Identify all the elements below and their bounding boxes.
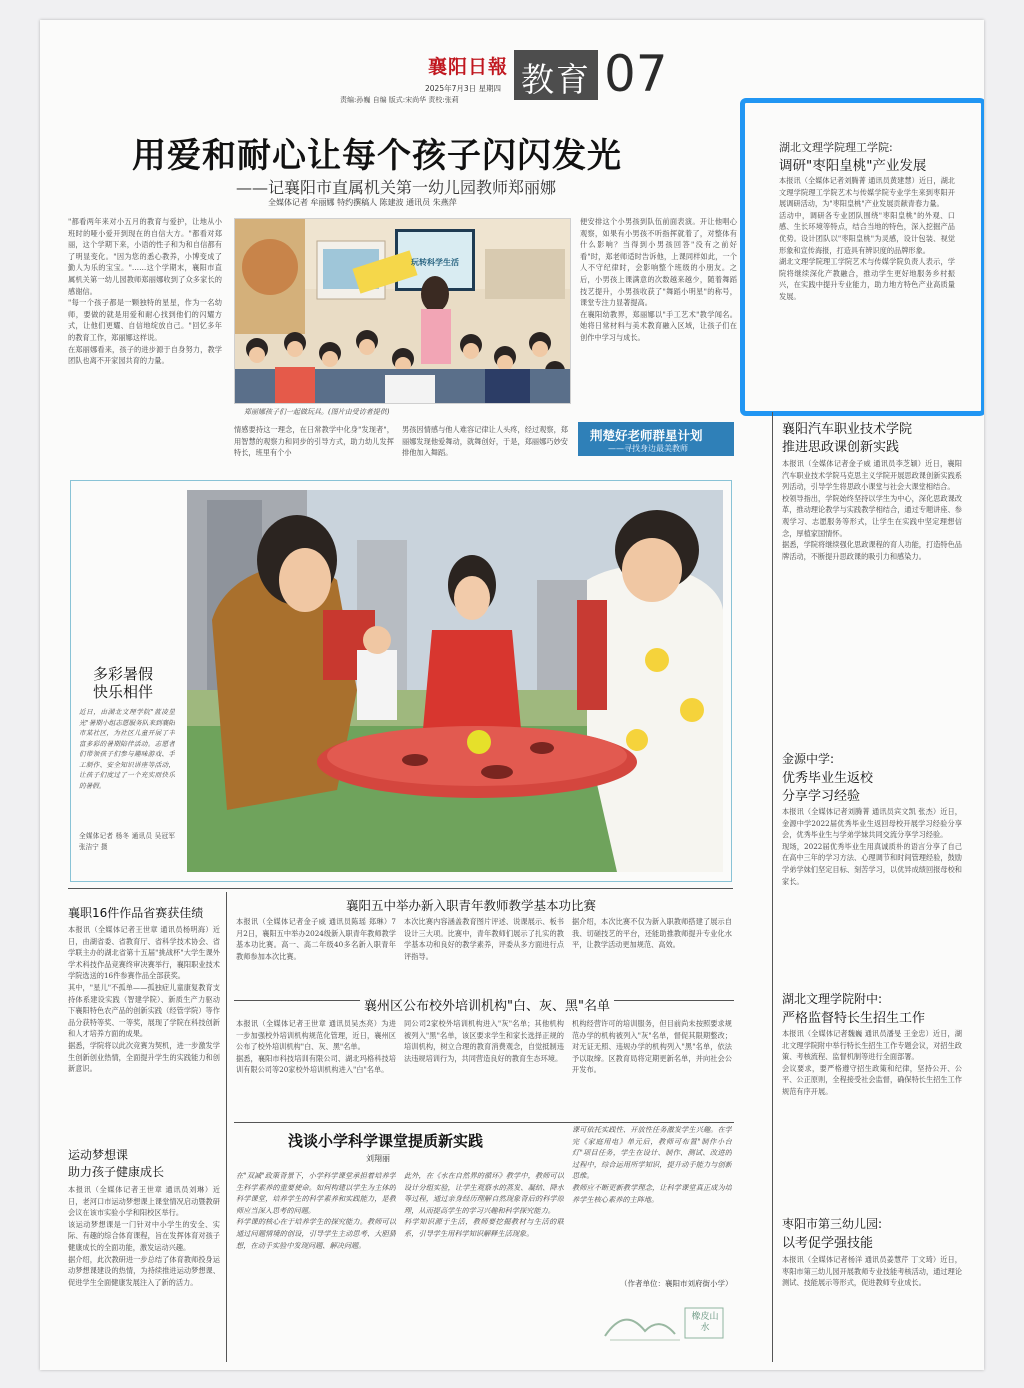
article-5-col-1: 在"双减"政策背景下，小学科学课堂承担着培养学生科学素养的重要使命。如何构建以学生为主体的科学课堂，培养学生的科学素养和实践能力，是教师应当深入思考的问题。 科学课的核心在于培养学生的探究能力。教师可以通过问题情境的创设，引导学生主动思考、大胆猜想，在动手实验中发现问题、解决问题。 <box>236 1171 396 1250</box>
photo-feature-credit: 全媒体记者 杨冬 通讯员 吴冠军 张洁宁 摄 <box>79 832 175 851</box>
article-2-headline-2: 助力孩子健康成长 <box>68 1165 165 1179</box>
classroom-scene-image <box>235 219 570 403</box>
article-1-headline: 襄职16件作品省赛获佳绩 <box>68 906 204 920</box>
decorative-stamp <box>600 1296 730 1346</box>
sidebar-top-body: 本报讯（全媒体记者刘腾菁 通讯员黄建慧）近日，湖北文理学院理工学院艺术与传媒学院专业学生来到枣阳开展调研活动，为"枣阳皇桃"产业发展贡献青春力量。 活动中，调研各专业团队围绕"枣阳皇桃"的外观、口感、生长环境等特点，结合当地的特色，深入挖掘产品优势。设计团队以"枣阳皇桃"为灵感，设计包装、视觉形象和宣传海报，打造具有辨识度的品牌形象。 湖北文理学院理工学院艺术与传媒学院负责人表示，学院将继续深化产教融合，推动学生更好地服务乡村振兴，在实践中提升专业能力，助力地方特色产业高质量发展。 <box>779 176 955 301</box>
article-4-headline: 襄州区公布校外培训机构"白、灰、黑"名单 <box>360 995 614 1014</box>
sidebar-3-body: 本报讯（全媒体记者刘腾菁 通讯员宾文凯 张杰）近日，金源中学2022届优秀毕业生返回母校开展学习经验分享会，优秀毕业生与学弟学妹共同交流分享学习经验。 现场，2022届优秀毕业生用真诚质朴的语言分享了自己在高中三年的学习方法、心理调节和时间管理经验，鼓励学弟学妹们坚定目标、刻苦学习，以优异成绩回报母校和家长。 <box>782 807 962 886</box>
lead-bottom-col-2: 男孩因情感与他人难容记律让人头疼，经过观察，郑丽娜发现他爱舞动，就舞创好，于是，郑丽娜巧妙安排他加入舞蹈。 <box>402 425 568 458</box>
sidebar-highlight-box <box>740 98 984 416</box>
section-name: 教育 <box>521 60 591 99</box>
article-4-col-1: 本报讯（全媒体记者王世章 通讯员吴杰亮）为进一步加强校外培训机构规范化管理，近日，襄州区公布了校外培训机构"白、灰、黑"名单。 据悉，襄阳市科技培训有限公司、湖北玛格科技培训有限公司等20家校外培训机构进入"白"名单。 <box>236 1019 396 1075</box>
article-1-body: 本报讯（全媒体记者王世章 通讯员杨明海）近日，由湖省委、省教育厅、省科学技术协会、省学联主办的湖北省第十五届"挑战杯"大学生课外学术科技作品竞赛终审决赛举行，襄阳职业技术学院选送的16件参赛作品全部获奖。 其中，"星儿"不孤单——孤独症儿童康复教育支持体系建设实践（智建学院）、新质生产力驱动下襄阳特色农产品的创新实践（经管学院）等作品分获特等奖、一等奖，展现了学院在科技创新和人才培养方面的成果。 据悉，学院将以此次竞赛为契机，进一步激发学生创新创业热情，全面提升学生的实践能力和创新意识。 <box>68 925 220 1074</box>
article-5-headline: 浅谈小学科学课堂提质新实践 <box>288 1132 484 1150</box>
divider-h3 <box>234 1122 734 1123</box>
issue-date: 2025年7月3日 <box>425 84 477 93</box>
series-banner <box>578 422 734 456</box>
article-5-byline: 刘翔丽 <box>366 1154 390 1163</box>
sidebar-3-kicker: 金源中学: <box>782 752 835 766</box>
page-number: 07 <box>604 45 668 103</box>
lead-subhead: ——记襄阳市直属机关第一幼儿园教师郑丽娜 <box>236 178 557 197</box>
sidebar-4-body: 本报讯（全媒体记者魏巍 通讯员潘旻 王金忠）近日，湖北文理学院附中举行特长生招生工作专题会议，对招生政策、考核流程、监督机制等进行全面部署。 会议要求，要严格遵守招生政策和纪律，坚持公开、公平、公正原则，全程接受社会监督，确保特长生招生工作规范有序开展。 <box>782 1029 962 1096</box>
article-4-col-2: 同公司2家校外培训机构进入"灰"名单；其他机构被列入"黑"名单，该区要求学生和家长选择正规的培训机构，树立合理的教育消费观念，自觉抵制违法违规培训行为，共同营造良好的教育生态环境。 <box>404 1019 564 1063</box>
sidebar-4-kicker: 湖北文理学院附中: <box>782 992 883 1006</box>
masthead <box>340 45 700 110</box>
lead-photo <box>234 218 571 404</box>
sidebar-4-headline: 严格监督特长生招生工作 <box>782 1011 926 1026</box>
sidebar-top-headline: 调研"枣阳皇桃"产业发展 <box>779 158 927 174</box>
children-playing-image <box>187 490 723 872</box>
sidebar-3-headline-1: 优秀毕业生返校 <box>782 771 874 786</box>
summer-photo <box>187 490 723 872</box>
article-5-col-2: 此外，在《水在自然界的循环》教学中，教师可以设计分组实验，让学生观察水的蒸发、凝结、降水等过程，通过亲身经历理解自然现象背后的科学原理，从而提高学生的学习兴趣和科学探究能力。 科学知识源于生活，教师要挖掘教材与生活的联系，引导学生用科学知识解释生活现象。 <box>404 1171 564 1238</box>
sidebar-5-body: 本报讯（全媒体记者杨洋 通讯员姜慧芹 丁文琦）近日，枣阳市第三幼儿园开展教师专业技能考核活动，通过理论测试、技能展示等形式，促进教师专业成长。 <box>782 1255 962 1288</box>
editor-credits: 责编:孙巍 自编 版式:宋尚华 责校:张莉 <box>340 96 459 104</box>
article-3-col-1: 本报讯（全媒体记者金子威 通讯员陈瑶 郑琳）7月2日，襄阳五中举办2024级新入职青年教师教学基本功比赛。高一、高二年级40多名新入职青年教师参加本次比赛。 <box>236 917 396 961</box>
paper-name: 襄阳日報 <box>428 56 509 78</box>
sidebar-2-kicker: 襄阳汽车职业技术学院 <box>782 422 913 437</box>
lead-bottom-col-1: 情感要持这一理念，在日常教学中化身"发现者"，用智慧的观察力和同步的引导方式，助力幼儿发挥特长，班里有个小 <box>234 425 394 458</box>
classroom-board-text: 玩转科学生活 <box>411 258 459 267</box>
article-3-headline: 襄阳五中举办新入职青年教师教学基本功比赛 <box>346 898 597 913</box>
article-2-headline-1: 运动梦想课 <box>68 1148 129 1162</box>
photo-feature-heading-2: 快乐相伴 <box>93 683 154 701</box>
photo-feature-heading-1: 多彩暑假 <box>93 665 154 683</box>
divider-v1 <box>226 892 227 1362</box>
sidebar-5-headline: 以考促学强技能 <box>782 1236 874 1251</box>
divider-h1 <box>68 888 733 889</box>
newspaper-page <box>40 20 984 1370</box>
article-3-col-3: 据介绍，本次比赛不仅为新入职教师搭建了展示自我、切磋技艺的平台，还能助推教师提升专业化水平，让教学活动更加规范、高效。 <box>572 917 732 950</box>
sidebar-top-kicker: 湖北文理学院理工学院: <box>779 141 893 154</box>
photo-feature-frame <box>70 480 732 882</box>
sidebar-2-headline: 推进思政课创新实践 <box>782 440 900 455</box>
article-3-col-2: 本次比赛内容涵盖教育图片评述、说课展示、板书设计三大项。比赛中，青年教师们展示了扎实的教学基本功和良好的教学素养，评委从多方面进行点评指导。 <box>404 917 564 961</box>
sidebar-3-headline-2: 分享学习经验 <box>782 789 861 804</box>
article-2-body: 本报讯（全媒体记者王世章 通讯员刘琳）近日，老河口市运动梦想课上课堂情况启动暨教研会议在该市实验小学和阳校区举行。 该运动梦想课是一门针对中小学生的安全、实际、有趣的综合体育课程，旨在发挥体育对孩子健康成长的全面功能，激发运动兴趣。 据介绍，此次教研进一步总结了体育教师投身运动梦想课建设的热情，为持续推进运动梦想课、促进学生全面健康发展注入了新的活力。 <box>68 1185 220 1287</box>
lead-column-2: 便安排这个小男孩到队伍前面表演。开让他唱心观察，如果有小男孩不听指挥就着了，对整体有什么影响？当得到小男孩回答"没有之前好看"时，郑老师适时告诉他，上课同样如此，一个人不守纪律时，会影响整个班级的小朋友。之后，小男孩上课满意的次数越来越少，随着舞蹈技艺提升，小男孩收获了"舞蹈小明星"的称号，课堂专注力显著提高。 在襄阳幼教界，郑丽娜以"手工艺术"教学闻名。她将日常材料与美术教育融入区域，让孩子们在创作中学习与成长。 <box>580 217 737 342</box>
issue-weekday: 星期四 <box>478 84 502 93</box>
lead-byline: 全媒体记者 牟丽娜 特约撰稿人 陈建波 通讯员 朱燕萍 <box>268 198 457 207</box>
sidebar-2-body: 本报讯（全媒体记者金子威 通讯员李芝颖）近日，襄阳汽车职业技术学院马克思主义学院开展思政课创新实践系列活动，引导学生将思政小课堂与社会大课堂相结合。 校领导指出，学院始终坚持以学生为中心，深化思政课改革，推动理论教学与实践教学相结合，通过专题讲座、参观学习、志愿服务等形式，让学生在实践中坚定理想信念，厚植家国情怀。 据悉，学院将继续强化思政课程的育人功能，打造特色品牌活动，不断提升思政课的吸引力和感染力。 <box>782 459 962 561</box>
article-4-col-3: 机构经营许可的培训服务，但目前尚未按照要求规范办学的机构被列入"灰"名单，督促其限期整改；对无证无照、违规办学的机构列入"黑"名单，依法予以取缔。区教育局将定期更新名单，并向社会公开发布。 <box>572 1019 732 1075</box>
photo-feature-caption: 近日，由湖北文理学院"蓝凌星光"暑期小组志愿服务队来到襄阳市某社区，为社区儿童开展了丰富多彩的暑期陪伴活动。志愿者们带领孩子们参与趣味游戏、手工制作、安全知识讲座等活动，让孩子们度过了一个充实而快乐的暑假。 <box>79 708 175 790</box>
lead-photo-caption: 郑丽娜孩子们一起做玩具。(图片由受访者提供) <box>244 408 390 416</box>
lead-headline: 用爱和耐心让每个孩子闪闪发光 <box>132 136 622 176</box>
lead-column-1: "都看两年来对小五月的教育与爱护，让地从小班时的哑小爱开到现在的自信大方。"都看对郑丽，这个学期下来，小语的性子和为和自信都有了明显变化。"因为您的悉心教养，小博变成了勤人为乐的宝宝。"……这个学期末，襄阳市直属机关第一幼儿园教师郑丽娜收到了众多家长的感谢信。 "每一个孩子都是一颗独特的星星，作为一名幼师，要做的就是用爱和耐心找到他们的闪耀方式，让他们更耀、自信地绽放自己。"回忆多年的教育工作，郑丽娜这样说。 在郑丽娜看来，孩子的进步源于自身努力，教学团队也离不开家园共育的力量。 <box>68 217 222 366</box>
article-5-credit: （作者单位：襄阳市刘府街小学） <box>620 1279 733 1288</box>
sidebar-5-kicker: 枣阳市第三幼儿园: <box>782 1217 883 1231</box>
section-tab <box>514 50 598 100</box>
stamp-text: 橡皮山水 <box>691 1312 719 1333</box>
divider-v2 <box>772 412 773 1362</box>
series-title: 荆楚好老师群星计划 <box>590 428 703 443</box>
article-5-col-3: 课可依托实践性、开放性任务激发学生兴趣。在学完《家庭用电》单元后，教师可布置"制作小台灯"项目任务，学生在设计、制作、测试、改进的过程中，综合运用所学知识，提升动手能力与创新思维。 教师应不断更新教学理念，让科学课堂真正成为培养学生核心素养的主阵地。 <box>572 1125 732 1204</box>
series-subtitle: ——寻找身边最美教师 <box>608 444 688 453</box>
